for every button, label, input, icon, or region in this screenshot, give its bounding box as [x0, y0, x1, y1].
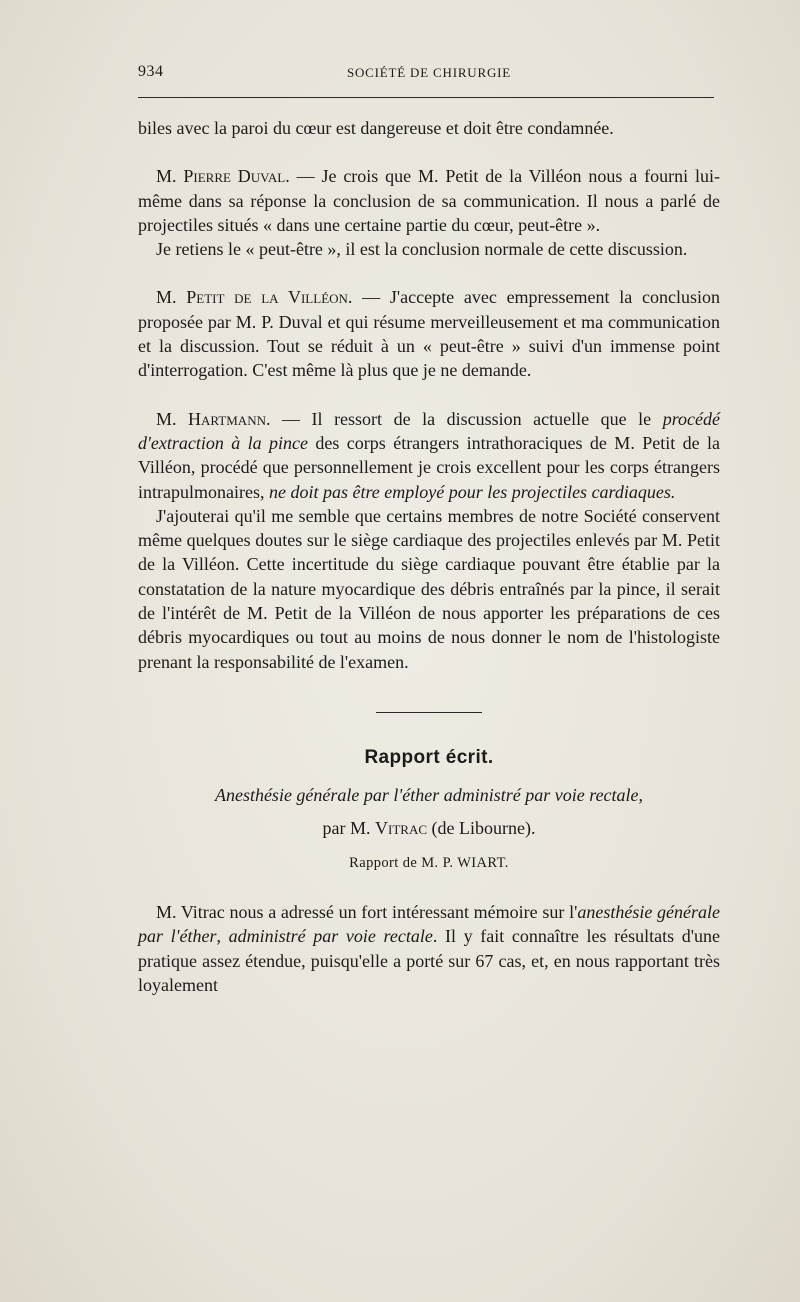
vitrac-emphasis-a: anesthésie générale par l'éther	[138, 901, 720, 947]
section-block	[138, 712, 720, 872]
vitrac-text-b: ,	[216, 926, 229, 947]
hartmann-emphasis-b: ne doit pas être employé pour les projectiles cardiaques.	[268, 481, 676, 502]
paragraph-hartmann	[138, 407, 720, 504]
body-text-2	[138, 900, 720, 997]
section-title: Rapport écrit.	[364, 746, 494, 768]
hartmann-text-a: — Il ressort de la discussion actuelle que le	[270, 408, 663, 429]
body-text	[138, 116, 720, 674]
report-by: Rapport de M. P. WIART.	[349, 854, 509, 871]
header-rule	[138, 97, 714, 98]
text-column	[138, 54, 720, 997]
section-subtitle: Anesthésie générale par l'éther administré par voie rectale,	[214, 784, 644, 805]
author-place: (de Libourne).	[427, 817, 536, 838]
author-line	[138, 818, 720, 839]
vitrac-text-a: M. Vitrac nous a adressé un fort intéressant mémoire sur l'	[156, 901, 578, 922]
paragraph-hartmann-2: J'ajouterai qu'il me semble que certains membres de notre Société conservent même quelques doutes sur le siège cardiaque des projectiles enlevés par M. Petit de la Villéon. Cette incertitude du siège cardiaque pouvant être établie par la constatation de la nature myocardique des débris entraînés par la pince, il serait de l'intérêt de M. Petit de la Villéon de nous apporter les préparations de ces débris myocardiques ou tout au moins de nous donner le nom de l'histologiste prenant la responsabilité de l'examen.	[138, 505, 720, 672]
vitrac-text-c: . Il y fait connaître les résultats d'une pratique assez étendue, puisqu'elle a porté sur 67 cas, et, en nous rapportant très loyalement	[138, 926, 720, 995]
paragraph-duval-2: Je retiens le « peut-être », il est la conclusion normale de cette discussion.	[156, 239, 688, 260]
paragraph-duval	[138, 164, 720, 237]
paragraph-continuation: biles avec la paroi du cœur est dangereuse et doit être condamnée.	[138, 118, 614, 138]
petit-text: — J'accepte avec empressement la conclusion proposée par M. P. Duval et qui résume merveilleusement et ma communication et la discussion. Tout se réduit à un « peut-être » suivi d'un immense point d'interrogation. C'est même là plus que je ne demande.	[138, 287, 720, 381]
page-number: 934	[138, 63, 164, 80]
speaker-petit: M. Petit de la Villéon.	[156, 287, 353, 308]
running-title: SOCIÉTÉ DE CHIRURGIE	[346, 65, 512, 80]
paragraph-petit	[138, 285, 720, 382]
duval-text: — Je crois que M. Petit de la Villéon nous a fourni lui-même dans sa réponse la conclusion de sa communication. Il nous a parlé de projectiles situés « dans une certaine partie du cœur, peut-être ».	[138, 166, 720, 235]
author-name: Vitrac	[375, 817, 428, 838]
section-separator	[376, 712, 482, 713]
paragraph-vitrac	[138, 900, 720, 997]
vitrac-emphasis-b: administré par voie rectale	[228, 926, 433, 947]
speaker-hartmann: M. Hartmann.	[156, 408, 271, 429]
hartmann-text-b: des corps étrangers intrathoraciques de M. Petit de la Villéon, procédé que personnellement je crois excellent pour les corps étrangers intrapulmonaires,	[138, 432, 721, 502]
speaker-duval: M. Pierre Duval.	[156, 166, 290, 187]
hartmann-emphasis-a: procédé d'extraction à la pince	[138, 408, 720, 453]
author-prefix: par M.	[322, 817, 376, 838]
page-header	[138, 54, 720, 84]
